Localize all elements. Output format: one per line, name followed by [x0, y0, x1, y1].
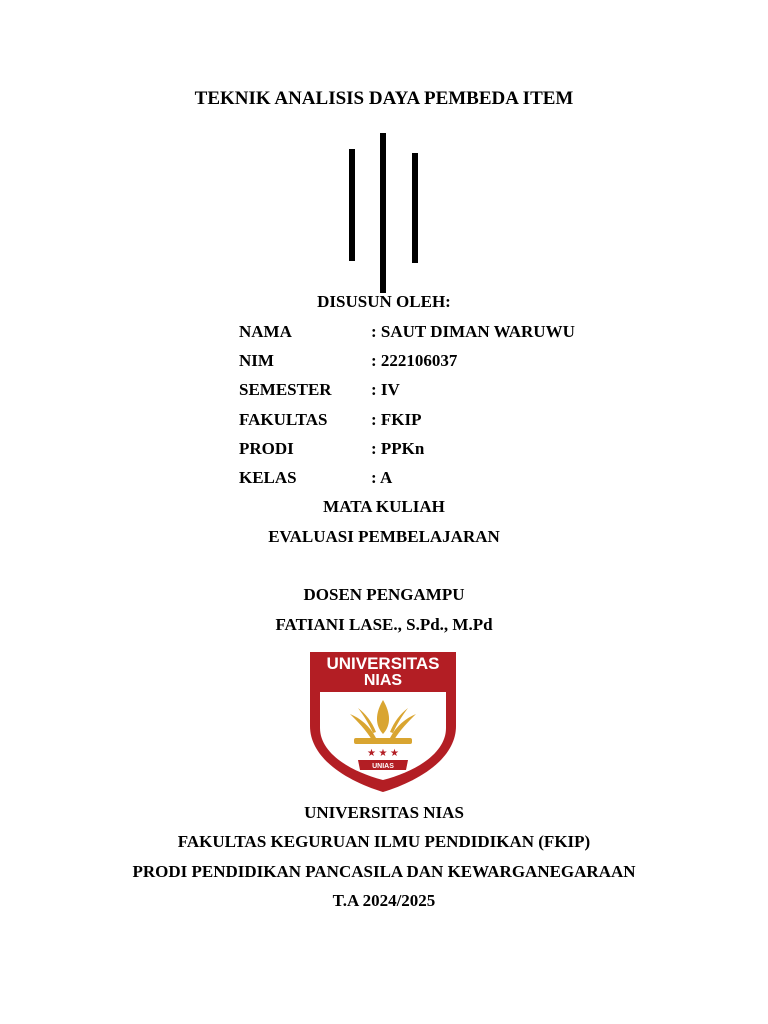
info-row-nim: [239, 350, 575, 379]
footer-university: UNIVERSITAS NIAS: [304, 803, 464, 822]
student-info: [239, 321, 575, 496]
document-title: TEKNIK ANALISIS DAYA PEMBEDA ITEM: [194, 88, 574, 109]
logo-text-line2: NIAS: [363, 672, 403, 689]
footer-program: PRODI PENDIDIKAN PANCASILA DAN KEWARGANEGARAAN: [132, 862, 636, 881]
logo-stars: ★ ★ ★: [367, 748, 399, 759]
course-name: EVALUASI PEMBELAJARAN: [268, 527, 500, 546]
bar-right: [412, 153, 418, 263]
info-label: SEMESTER: [239, 380, 332, 400]
info-value: : A: [371, 467, 393, 487]
info-row-program: [239, 438, 575, 467]
info-value: : FKIP: [371, 409, 422, 429]
info-value: : 222106037: [371, 351, 458, 371]
logo-ribbon-text: UNIAS: [372, 763, 394, 770]
bar-left: [349, 149, 355, 261]
info-value: : SAUT DIMAN WARUWU: [371, 322, 575, 341]
info-row-semester: [239, 379, 575, 408]
bar-middle: [380, 133, 386, 293]
university-logo: [306, 648, 460, 794]
compiled-by-label: DISUSUN OLEH:: [317, 292, 451, 311]
info-label: FAKULTAS: [239, 409, 328, 429]
info-row-faculty: [239, 409, 575, 438]
course-label: MATA KULIAH: [323, 497, 445, 516]
info-label: NIM: [239, 351, 274, 371]
info-row-name: [239, 321, 575, 350]
footer-faculty: FAKULTAS KEGURUAN ILMU PENDIDIKAN (FKIP): [177, 832, 591, 851]
info-row-class: [239, 467, 575, 496]
info-label: NAMA: [239, 322, 292, 341]
lecturer-name: FATIANI LASE., S.Pd., M.Pd: [275, 615, 493, 634]
info-value: : PPKn: [371, 438, 425, 458]
logo-text-line1: UNIVERSITAS: [326, 654, 440, 673]
info-label: PRODI: [239, 438, 294, 458]
decorative-bars: [340, 130, 430, 298]
info-value: : IV: [371, 380, 400, 400]
info-label: KELAS: [239, 467, 297, 487]
lecturer-label: DOSEN PENGAMPU: [303, 585, 465, 604]
footer-academic-year: T.A 2024/2025: [332, 891, 436, 910]
